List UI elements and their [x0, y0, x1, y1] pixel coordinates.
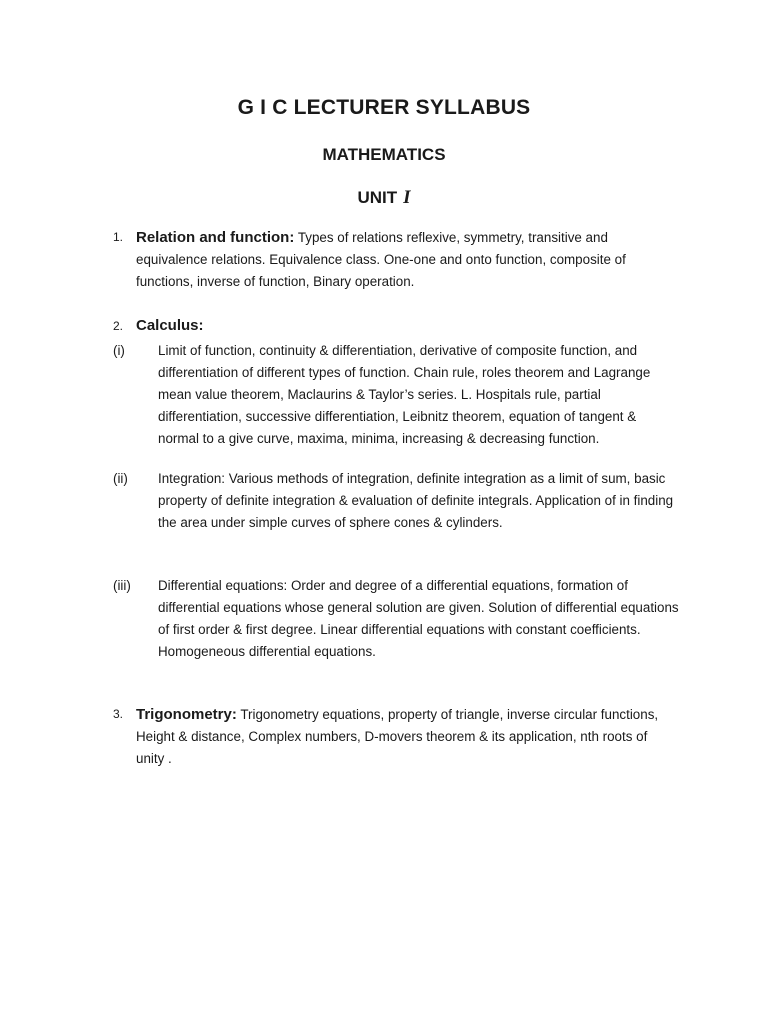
- section-calculus: [136, 315, 656, 337]
- item-label: (ii): [113, 471, 128, 486]
- item-label: (i): [113, 343, 125, 358]
- section-number: 1.: [113, 230, 124, 244]
- section-heading: Relation and function:: [136, 229, 295, 246]
- section-heading: Trigonometry:: [136, 706, 237, 723]
- section-heading: Calculus:: [136, 317, 204, 334]
- document-title: G I C LECTURER SYLLABUS: [237, 96, 531, 119]
- section-number: 2.: [113, 319, 124, 333]
- calculus-item-integration: Integration: Various methods of integration, definite integration as a limit of sum, basic property of definite integration & evaluation of definite integrals. Application of in finding the area under simple curves of sphere cones & cylinders.: [158, 471, 674, 530]
- item-label: (iii): [113, 578, 131, 593]
- section-number: 3.: [113, 707, 124, 721]
- unit-heading: [0, 187, 768, 209]
- subject-heading: MATHEMATICS: [322, 145, 446, 164]
- unit-number: I: [403, 187, 411, 208]
- calculus-item-limits: Limit of function, continuity & differentiation, derivative of composite function, and differentiation of different types of function. Chain rule, roles theorem and Lagrange mean value theorem, Maclaurins & Taylor’s series. L. Hospitals rule, partial differentiation, successive differentiation, Leibnitz theorem, equation of tangent & normal to a give curve, maxima, minima, increasing & decreasing function.: [158, 343, 651, 446]
- section-relation-function: [136, 227, 656, 293]
- section-text: Types of relations reflexive, symmetry, transitive and equivalence relations. Equivalence class. One-one and onto function, composite of functions, inverse of function, Binary operation.: [136, 230, 626, 289]
- calculus-item-differential-equations: Differential equations: Order and degree of a differential equations, formation of differential equations whose general solution are given. Solution of differential equations of first order & first degree. Linear differential equations with constant coefficients. Homogeneous differential equations.: [158, 578, 679, 659]
- section-text: Trigonometry equations, property of triangle, inverse circular functions, Height & distance, Complex numbers, D-movers theorem & its application, nth roots of unity .: [136, 707, 659, 766]
- unit-label: UNIT: [357, 188, 398, 207]
- section-trigonometry: [136, 704, 666, 770]
